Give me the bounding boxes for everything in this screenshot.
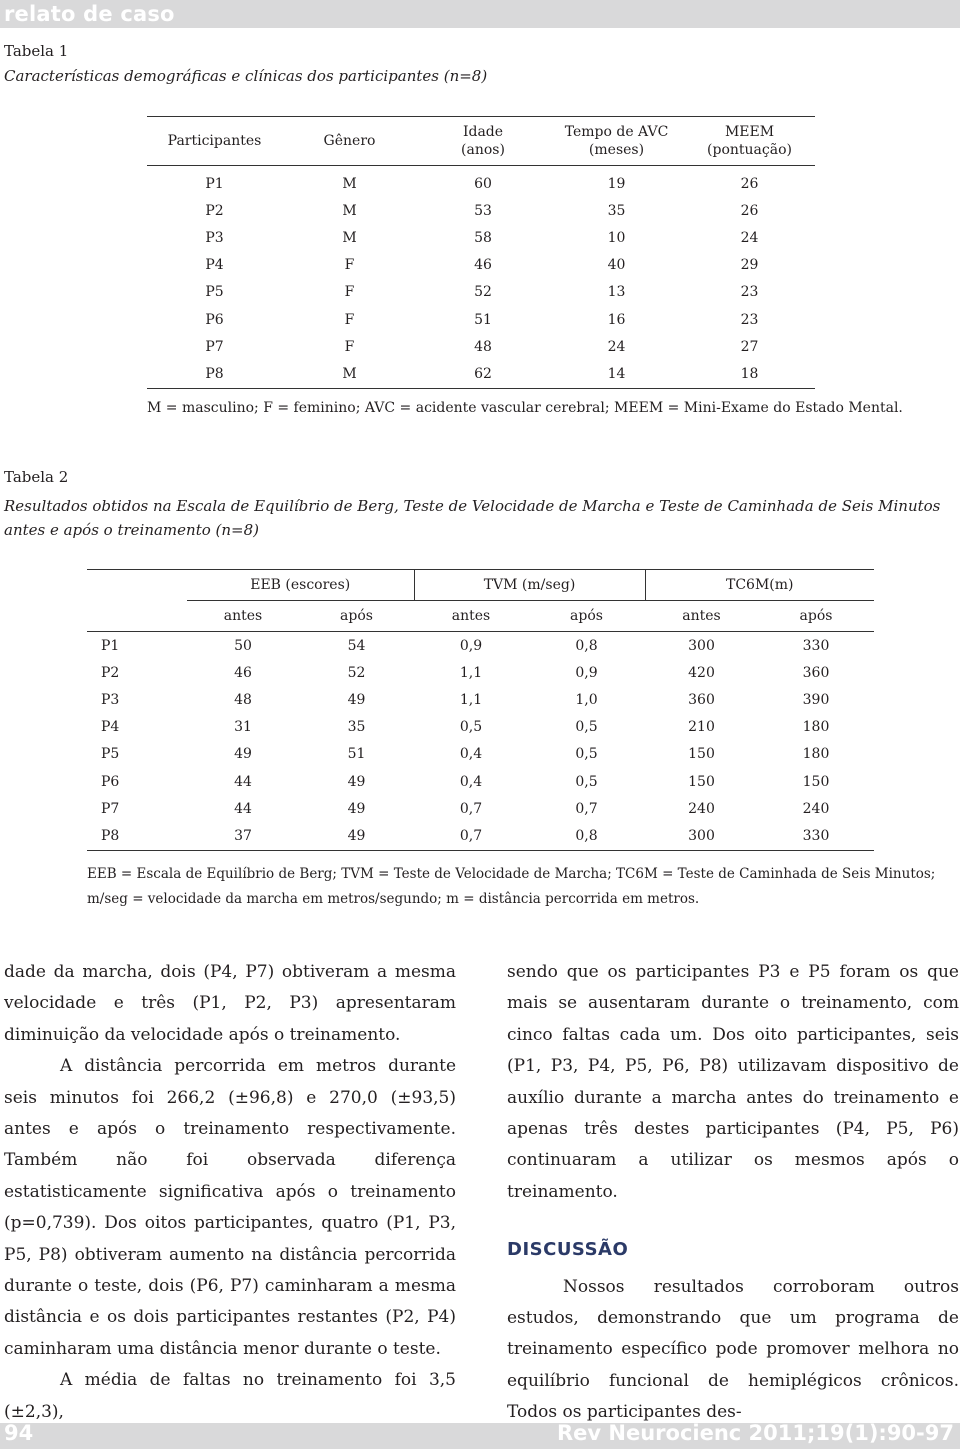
table-cell: 150 [688,773,715,790]
paragraph: A média de faltas no treinamento foi 3,5 (±2,3), [4,1370,456,1422]
table-cell: 0,9 [459,637,483,654]
table-row [147,252,815,279]
table-row [87,795,874,822]
table-cell: 300 [688,637,715,654]
table2 [87,569,874,851]
table-row [147,333,815,360]
table-cell: 27 [740,338,759,355]
table-cell: 37 [234,827,252,844]
table-cell: 360 [802,664,830,681]
table2-subheader: antes [414,601,528,632]
table-cell: P7 [101,800,120,817]
table-cell: 330 [802,637,830,654]
table-row [87,632,874,660]
table-cell: 14 [607,365,626,382]
table-cell: P3 [101,691,120,708]
table1-note: M = masculino; F = feminino; AVC = acidente vascular cerebral; MEEM = Mini-Exame do Estado Mental. [147,400,903,416]
table1 [147,116,815,389]
table2-group-header: TC6M(m) [645,570,874,601]
table-cell: 180 [802,746,830,763]
table2-corner [87,570,187,601]
table-cell: P2 [101,664,120,681]
table2-group-header: TVM (m/seg) [414,570,645,601]
table-cell: F [344,311,355,328]
table-row [147,279,815,306]
table-cell: 50 [234,637,252,654]
table-cell: 0,9 [575,664,598,681]
table-cell: 300 [688,827,715,844]
table-cell: P5 [101,746,120,763]
table-cell: 0,5 [575,773,598,790]
left-column [4,957,456,1428]
table-cell: M [342,229,357,246]
table-cell: 23 [740,311,759,328]
table-cell: 58 [474,229,492,246]
table2-subheader: após [299,601,414,632]
table-cell: P2 [205,202,224,219]
table-cell: P8 [101,827,120,844]
table2-subheader: após [528,601,645,632]
table-cell: M [342,202,357,219]
table-cell: 48 [234,691,252,708]
table-cell: 150 [802,773,830,790]
table-cell: 44 [234,773,252,790]
table-cell: 31 [234,719,252,736]
table2-group-header: EEB (escores) [187,570,414,601]
table-cell: P6 [205,311,224,328]
table-cell: P3 [205,229,224,246]
table-cell: 60 [474,175,492,192]
table-cell: 0,5 [575,719,598,736]
table-cell: P7 [205,338,224,355]
table-cell: 19 [607,175,626,192]
table-cell: 0,8 [575,637,598,654]
table1-col-header: Gênero [282,117,417,166]
table-cell: 330 [802,827,830,844]
table-cell: P8 [205,365,224,382]
table-row [147,166,815,198]
table-cell: 26 [740,175,759,192]
section-label: relato de caso [4,2,175,26]
table-cell: M [342,365,357,382]
table-row [147,224,815,251]
table-cell: 54 [347,637,366,654]
table-cell: P1 [205,175,224,192]
table1-col-header: MEEM (pontuação) [684,117,815,166]
table-cell: M [342,175,357,192]
table-cell: 150 [688,746,715,763]
table-cell: P1 [101,637,120,654]
table-cell: 10 [607,229,626,246]
table-cell: P6 [101,773,120,790]
table-cell: 0,5 [575,746,598,763]
table-cell: 35 [607,202,626,219]
table1-col-header: Tempo de AVC (meses) [549,117,684,166]
page-number: 94 [4,1421,34,1445]
table-cell: 52 [474,284,492,301]
table-cell: 0,4 [459,773,483,790]
table1-header-row [147,117,815,166]
table-cell: 0,7 [459,800,483,817]
table-cell: 49 [347,691,366,708]
table2-corner [87,601,187,632]
journal-citation: Rev Neurocienc 2011;19(1):90-97 [556,1421,954,1445]
paragraph: Nossos resultados corroboram outros estudos, demonstrando que um programa de treinamento específico pode promover melhora no equilíbrio funcional de hemiplégicos crônicos. Todos os participantes des- [507,1276,959,1423]
table2-subheader-row [87,601,874,632]
table-cell: F [344,257,355,274]
table-row [87,714,874,741]
table-cell: 49 [347,773,366,790]
table-cell: P4 [205,257,224,274]
table2-label: Tabela 2 [4,468,69,486]
table-cell: 0,8 [575,827,598,844]
table-cell: 180 [802,719,830,736]
table-cell: 360 [688,691,715,708]
table-cell: 44 [234,800,252,817]
table-cell: 29 [740,257,759,274]
table-cell: F [344,338,355,355]
table-cell: P5 [205,284,224,301]
table-cell: 16 [607,311,626,328]
table-row [87,768,874,795]
table-row [87,741,874,768]
table-row [147,306,815,333]
table2-group-row [87,570,874,601]
paragraph: sendo que os participantes P3 e P5 foram os que mais se ausentaram durante o treinamento, com cinco faltas cada um. Dos oito participantes, seis (P1, P3, P4, P5, P6, P8) utilizavam dispositivo de auxílio durante a marcha antes do treinamento e apenas três destes participantes (P4, P5, P6) continuaram a utilizar os mesmos após o treinamento. [507,962,959,1202]
table-cell: 23 [740,284,759,301]
table-cell: 13 [607,284,626,301]
table2-subheader: após [758,601,874,632]
table-cell: 35 [347,719,366,736]
table-cell: 51 [474,311,492,328]
table1-title: Características demográficas e clínicas dos participantes (n=8) [4,67,488,85]
table2-note-line2: m/seg = velocidade da marcha em metros/segundo; m = distância percorrida em metros. [87,891,700,907]
table-cell: 420 [688,664,715,681]
table-cell: 62 [474,365,492,382]
table-cell: 1,1 [459,664,483,681]
table-cell: 53 [474,202,492,219]
table1-col-header: Idade (anos) [417,117,549,166]
table-cell: 48 [474,338,492,355]
table2-subheader: antes [187,601,299,632]
table-cell: 24 [607,338,626,355]
table-cell: 1,1 [459,691,483,708]
right-column [507,957,959,1429]
table-row [87,822,874,850]
table-cell: 0,7 [459,827,483,844]
table1-col-header: Participantes [147,117,282,166]
table-cell: 46 [474,257,492,274]
section-heading: DISCUSSÃO [507,1239,629,1261]
table-cell: 49 [234,746,252,763]
table2-title: Resultados obtidos na Escala de Equilíbrio de Berg, Teste de Velocidade de Marcha e Teste de Caminhada de Seis Minutos antes e após o treinamento (n=8) [4,497,941,539]
table-cell: 0,5 [459,719,483,736]
table-row [87,686,874,713]
table-cell: 24 [740,229,759,246]
table-row [147,197,815,224]
paragraph: dade da marcha, dois (P4, P7) obtiveram a mesma velocidade e três (P1, P2, P3) apresentaram diminuição da velocidade após o treinamento. [4,962,456,1045]
table-cell: 49 [347,827,366,844]
table1-label: Tabela 1 [4,42,69,60]
table-cell: F [344,284,355,301]
table-cell: 0,7 [575,800,598,817]
table-cell: 49 [347,800,366,817]
table2-subheader: antes [645,601,758,632]
table-cell: 0,4 [459,746,483,763]
table-cell: P4 [101,719,120,736]
table-cell: 390 [802,691,830,708]
table-cell: 18 [740,365,759,382]
table-cell: 210 [688,719,715,736]
paragraph: A distância percorrida em metros durante seis minutos foi 266,2 (±96,8) e 270,0 (±93,5) antes e após o treinamento respectivamente. Também não foi observada diferença estatisticamente significativa após o treinamento (p=0,739). Dos oitos participantes, quatro (P1, P3, P5, P8) obtiveram aumento na distância percorrida durante o teste, dois (P6, P7) caminharam a mesma distância e os dois participantes restantes (P2, P4) caminharam uma distância menor durante o teste. [4,1056,456,1359]
table-row [147,360,815,388]
table-cell: 240 [688,800,715,817]
table-cell: 240 [802,800,830,817]
table-row [87,659,874,686]
table-cell: 40 [607,257,626,274]
table-cell: 1,0 [575,691,598,708]
table-cell: 26 [740,202,759,219]
table-cell: 46 [234,664,252,681]
table2-note-line1: EEB = Escala de Equilíbrio de Berg; TVM = Teste de Velocidade de Marcha; TC6M = Teste de Caminhada de Seis Minutos; [87,866,936,882]
table-cell: 51 [347,746,366,763]
table-cell: 52 [347,664,366,681]
